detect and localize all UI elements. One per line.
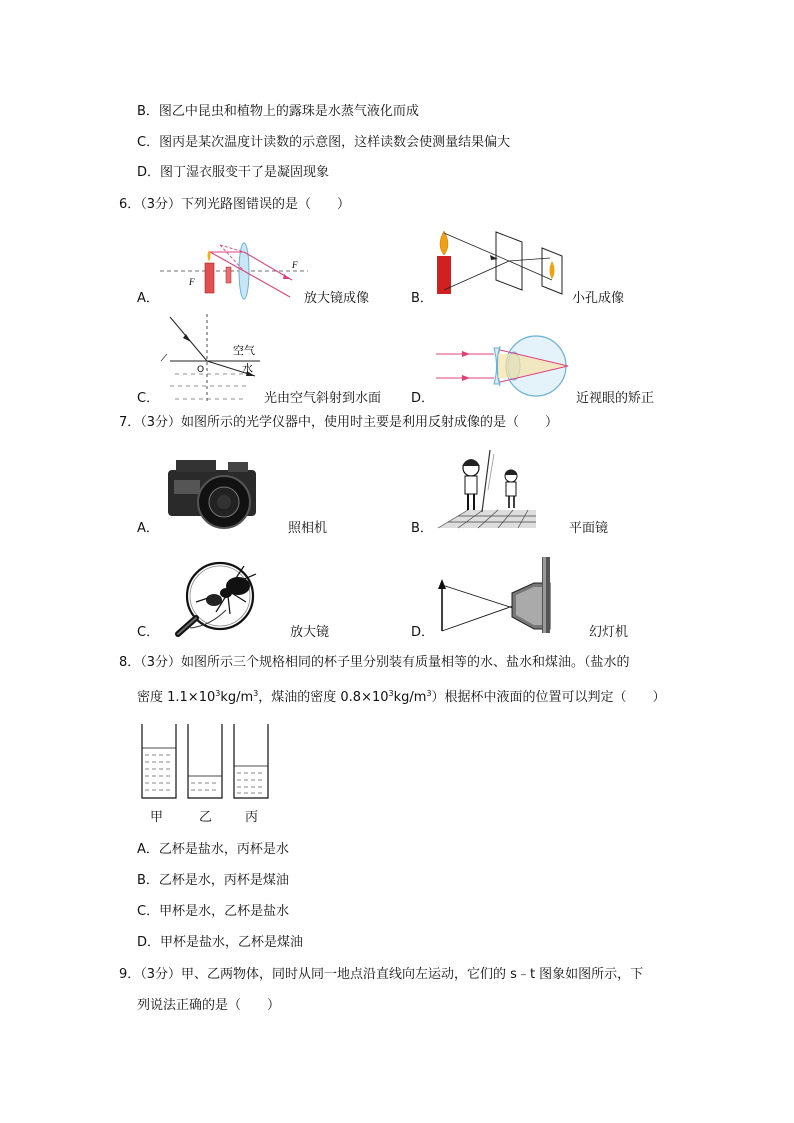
q7-option-b-letter: B． bbox=[411, 521, 433, 536]
q7-figure-b-mirror-children bbox=[438, 450, 536, 530]
q7-option-a-letter: A． bbox=[137, 521, 159, 536]
q8-option-a: A．乙杯是盐水，丙杯是水 bbox=[137, 842, 289, 857]
q7-option-d-caption: 幻灯机 bbox=[589, 625, 629, 640]
q8-option-c: C．甲杯是水，乙杯是盐水 bbox=[137, 904, 290, 919]
q6-figure-c-refraction-diagram bbox=[155, 312, 270, 404]
q7-figure-d-projector bbox=[434, 555, 556, 635]
q7-option-c-caption: 放大镜 bbox=[290, 625, 330, 640]
q6-figure-a-magnifier-diagram bbox=[160, 240, 310, 300]
q5-option-c: C．图丙是某次温度计读数的示意图，这样读数会使测量结果偏大 bbox=[137, 135, 511, 150]
q6-fig-a-focus-right: F bbox=[292, 260, 298, 270]
q6-fig-a-focus-left: F bbox=[189, 277, 195, 287]
q6-fig-c-origin-label: O bbox=[197, 365, 205, 375]
q8-option-b: B．乙杯是水，丙杯是煤油 bbox=[137, 873, 289, 888]
q7-option-d-letter: D． bbox=[411, 625, 435, 640]
q8-stem-line1: 8．（3分）如图所示三个规格相同的杯子里分别装有质量相等的水、盐水和煤油。（盐水的 bbox=[119, 655, 630, 670]
q6-option-c-caption: 光由空气斜射到水面 bbox=[264, 391, 382, 406]
q7-option-c-letter: C． bbox=[137, 625, 160, 640]
q8-cup-label-bing: 丙 bbox=[245, 810, 259, 825]
q6-option-b-caption: 小孔成像 bbox=[572, 291, 625, 306]
q6-stem: 6．（3分）下列光路图错误的是（ ） bbox=[119, 197, 351, 212]
q7-option-b-caption: 平面镜 bbox=[569, 521, 609, 536]
q6-fig-c-water-label: 水 bbox=[242, 362, 253, 375]
q8-cup-label-jia: 甲 bbox=[150, 810, 164, 825]
q6-option-a-caption: 放大镜成像 bbox=[304, 291, 370, 306]
q9-stem-line1: 9．（3分）甲、乙两物体，同时从同一地点沿直线向左运动，它们的 s﹣t 图象如图所示，下 bbox=[119, 967, 644, 982]
q8-option-d: D．甲杯是盐水，乙杯是煤油 bbox=[137, 935, 304, 950]
q9-stem-line2: 列说法正确的是（ ） bbox=[137, 998, 281, 1013]
q6-figure-d-eye-diagram bbox=[436, 340, 576, 392]
q7-figure-a-camera bbox=[166, 452, 261, 530]
q7-stem: 7．（3分）如图所示的光学仪器中，使用时主要是利用反射成像的是（ ） bbox=[119, 415, 559, 430]
q6-option-a-letter: A． bbox=[137, 291, 159, 306]
q6-option-d-letter: D． bbox=[411, 391, 435, 406]
q7-option-a-caption: 照相机 bbox=[288, 521, 328, 536]
q6-option-b-letter: B． bbox=[411, 291, 433, 306]
q8-figure-three-cups bbox=[140, 722, 270, 802]
q8-stem-line2: 密度 $1.1\times 10^3kg/m^3$，煤油的密度 $0.8\times 10^3kg/m^3$）根据杯中液面的位置可以判定（ ） bbox=[137, 689, 666, 705]
q5-option-b: B．图乙中昆虫和植物上的露珠是水蒸气液化而成 bbox=[137, 104, 419, 119]
q7-figure-c-magnifier-ant bbox=[170, 560, 270, 638]
q8-cup-label-yi: 乙 bbox=[199, 810, 213, 825]
q5-option-d: D．图丁湿衣服变干了是凝固现象 bbox=[137, 165, 330, 180]
q6-option-c-letter: C． bbox=[137, 391, 160, 406]
q6-option-d-caption: 近视眼的矫正 bbox=[576, 391, 655, 406]
q6-figure-b-pinhole-diagram bbox=[432, 228, 577, 303]
q6-fig-c-air-label: 空气 bbox=[233, 344, 255, 357]
